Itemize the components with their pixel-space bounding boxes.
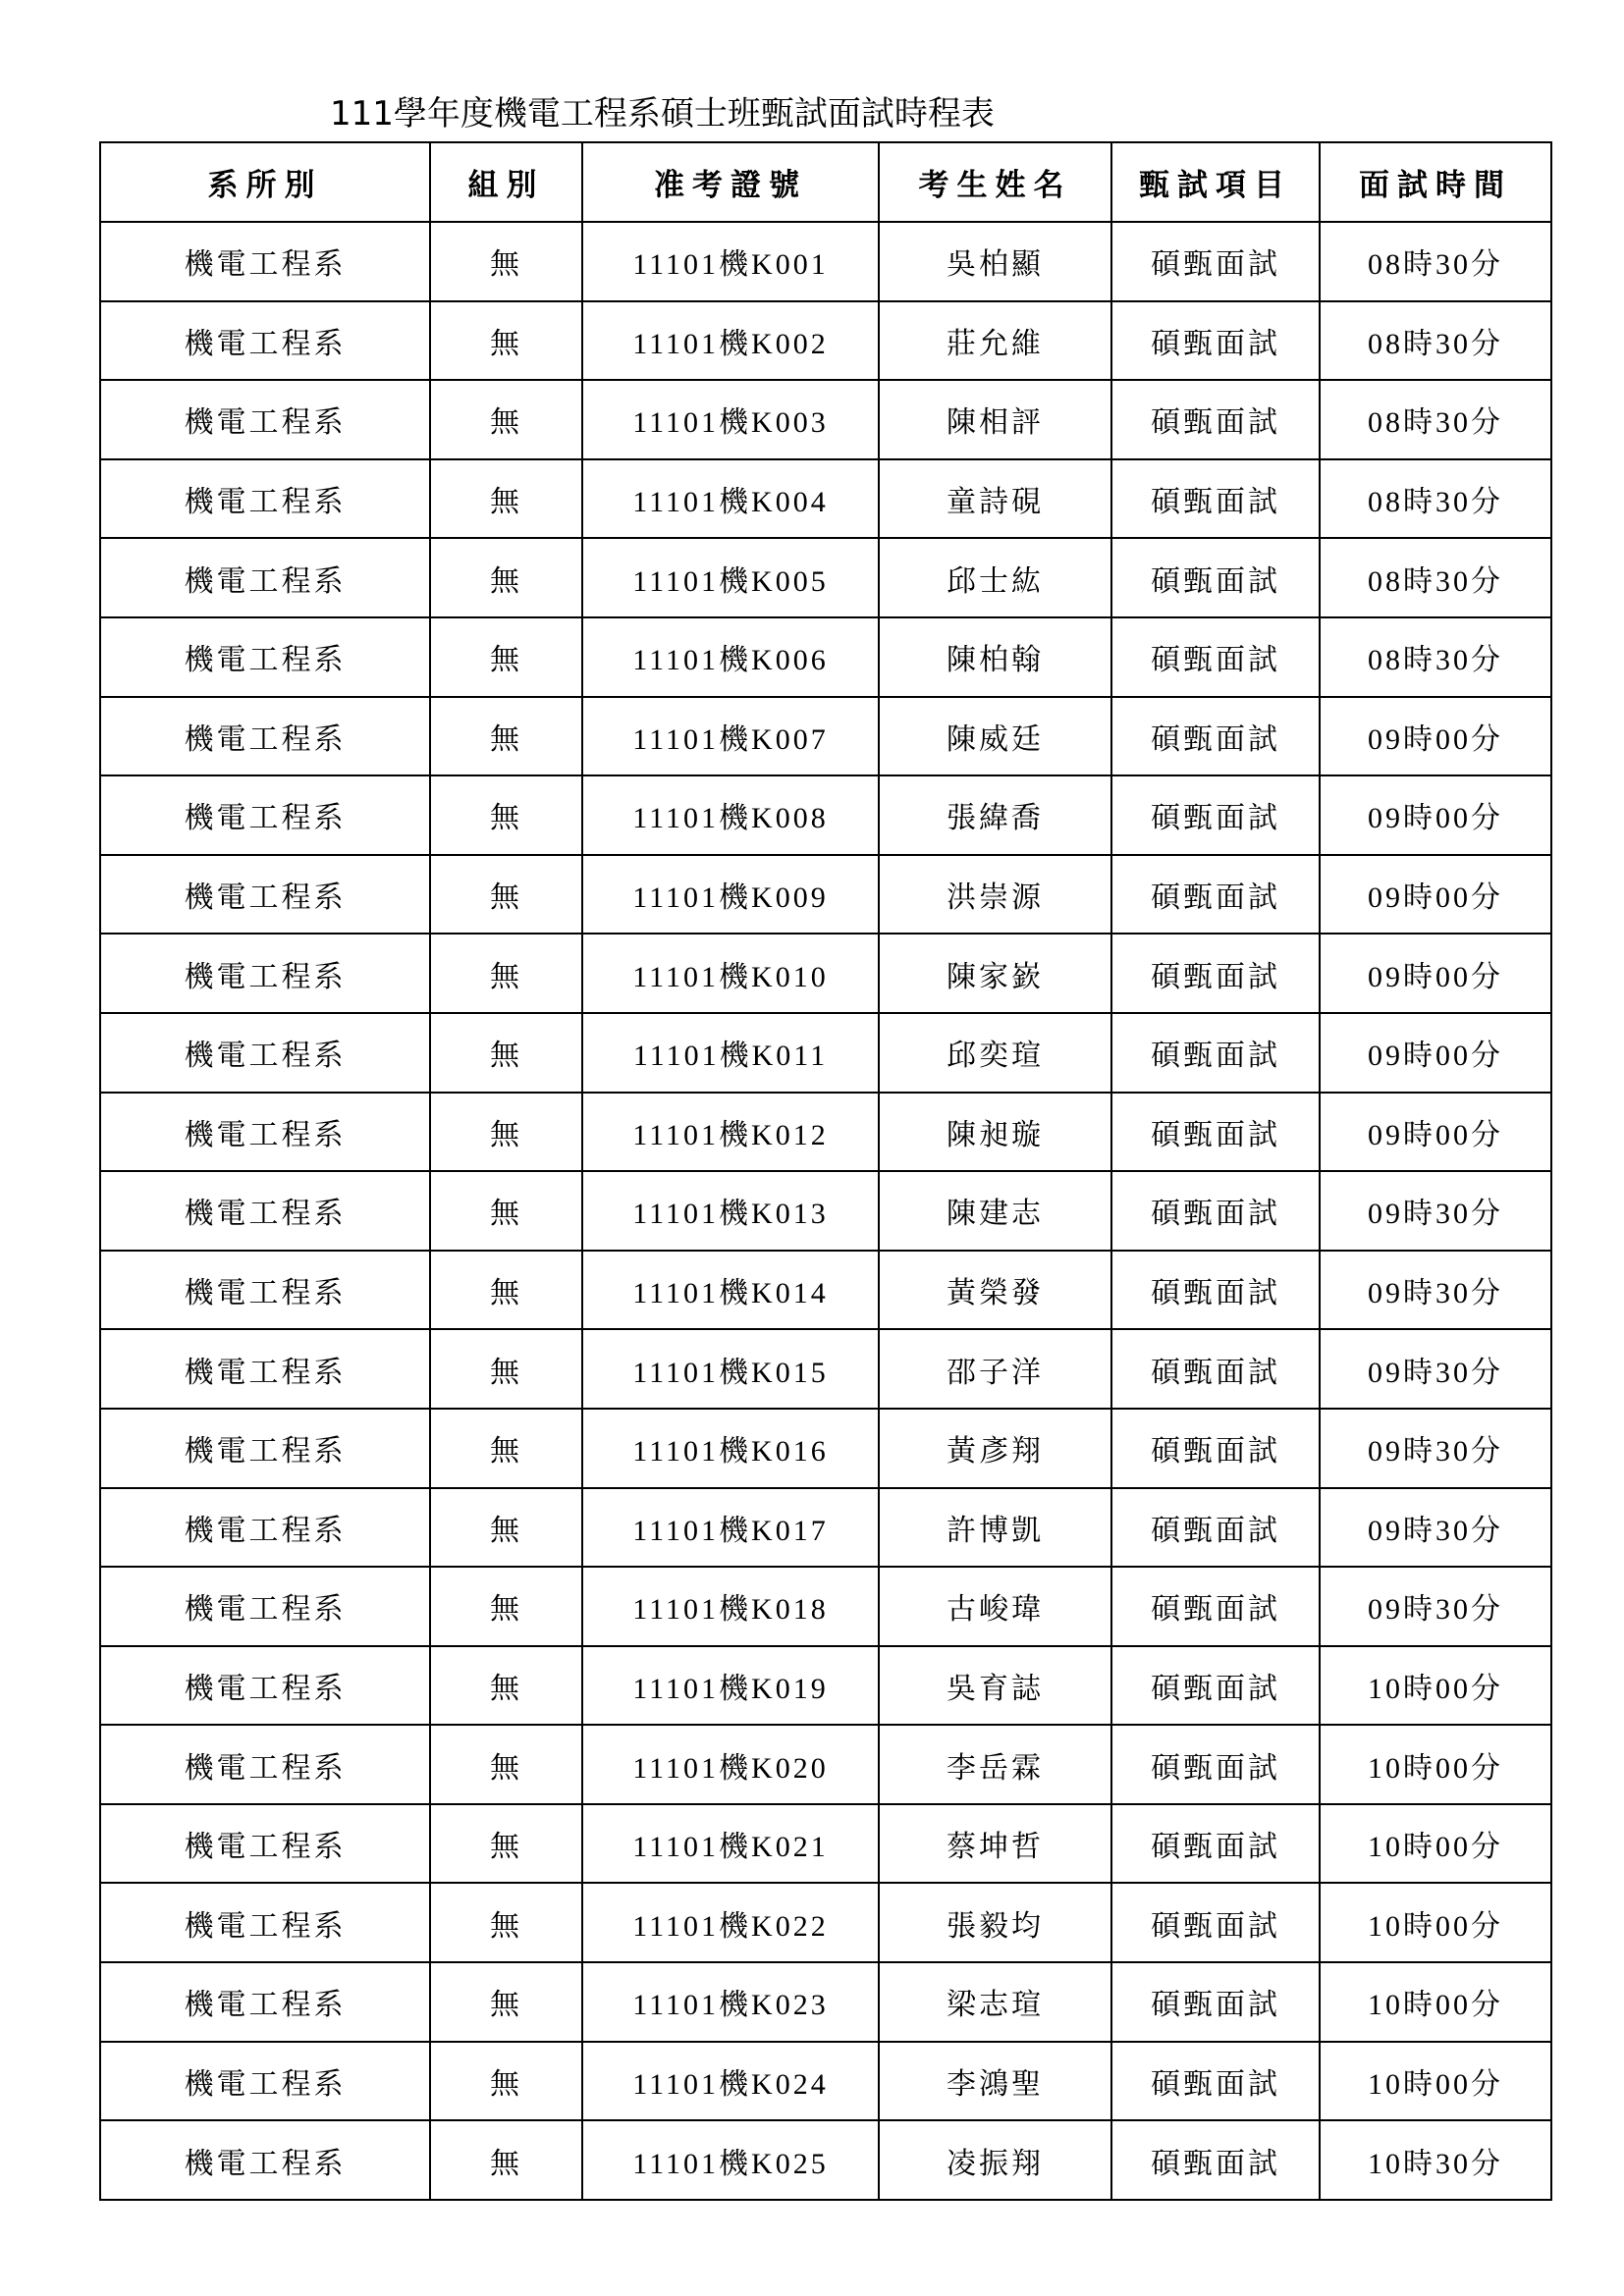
header-exam-id: 准考證號 — [582, 142, 879, 222]
header-dept: 系所別 — [100, 142, 430, 222]
cell-name: 洪崇源 — [879, 855, 1111, 934]
cell-item: 碩甄面試 — [1111, 1962, 1320, 2042]
cell-exam-id: 11101機K013 — [582, 1171, 879, 1251]
cell-group: 無 — [430, 775, 582, 855]
cell-exam-id: 11101機K007 — [582, 697, 879, 776]
cell-exam-id: 11101機K021 — [582, 1804, 879, 1884]
cell-time: 10時00分 — [1320, 1883, 1551, 1962]
cell-dept: 機電工程系 — [100, 301, 430, 381]
table-row — [100, 1329, 1551, 1409]
cell-exam-id: 11101機K004 — [582, 459, 879, 539]
cell-dept: 機電工程系 — [100, 934, 430, 1013]
cell-exam-id: 11101機K014 — [582, 1251, 879, 1330]
cell-group: 無 — [430, 617, 582, 697]
cell-item: 碩甄面試 — [1111, 1171, 1320, 1251]
cell-dept: 機電工程系 — [100, 459, 430, 539]
cell-name: 童詩硯 — [879, 459, 1111, 539]
cell-time: 09時00分 — [1320, 855, 1551, 934]
cell-time: 08時30分 — [1320, 459, 1551, 539]
cell-dept: 機電工程系 — [100, 1409, 430, 1488]
cell-time: 10時00分 — [1320, 1725, 1551, 1804]
header-group: 組別 — [430, 142, 582, 222]
cell-item: 碩甄面試 — [1111, 1329, 1320, 1409]
cell-time: 08時30分 — [1320, 380, 1551, 459]
cell-dept: 機電工程系 — [100, 1804, 430, 1884]
cell-name: 古峻瑋 — [879, 1567, 1111, 1646]
cell-item: 碩甄面試 — [1111, 775, 1320, 855]
cell-time: 09時30分 — [1320, 1567, 1551, 1646]
cell-name: 陳建志 — [879, 1171, 1111, 1251]
cell-name: 莊允維 — [879, 301, 1111, 381]
cell-time: 09時30分 — [1320, 1409, 1551, 1488]
cell-item: 碩甄面試 — [1111, 222, 1320, 301]
table-row — [100, 1725, 1551, 1804]
cell-dept: 機電工程系 — [100, 1646, 430, 1726]
cell-name: 李鴻聖 — [879, 2042, 1111, 2121]
cell-exam-id: 11101機K001 — [582, 222, 879, 301]
cell-name: 許博凱 — [879, 1488, 1111, 1568]
table-row — [100, 380, 1551, 459]
cell-item: 碩甄面試 — [1111, 1093, 1320, 1172]
cell-group: 無 — [430, 2042, 582, 2121]
table-row — [100, 1171, 1551, 1251]
cell-dept: 機電工程系 — [100, 697, 430, 776]
cell-dept: 機電工程系 — [100, 1567, 430, 1646]
table-row — [100, 459, 1551, 539]
schedule-table — [99, 141, 1552, 2201]
cell-item: 碩甄面試 — [1111, 697, 1320, 776]
table-row — [100, 934, 1551, 1013]
cell-exam-id: 11101機K023 — [582, 1962, 879, 2042]
cell-time: 08時30分 — [1320, 538, 1551, 617]
cell-time: 09時00分 — [1320, 697, 1551, 776]
cell-dept: 機電工程系 — [100, 1093, 430, 1172]
cell-dept: 機電工程系 — [100, 1962, 430, 2042]
cell-exam-id: 11101機K022 — [582, 1883, 879, 1962]
cell-name: 蔡坤哲 — [879, 1804, 1111, 1884]
cell-group: 無 — [430, 1725, 582, 1804]
cell-name: 張緯喬 — [879, 775, 1111, 855]
cell-item: 碩甄面試 — [1111, 1567, 1320, 1646]
page-title: 111學年度機電工程系碩士班甄試面試時程表 — [330, 94, 995, 133]
cell-item: 碩甄面試 — [1111, 1883, 1320, 1962]
table-row — [100, 2042, 1551, 2121]
cell-item: 碩甄面試 — [1111, 1804, 1320, 1884]
cell-name: 陳家嶔 — [879, 934, 1111, 1013]
cell-item: 碩甄面試 — [1111, 2120, 1320, 2200]
cell-item: 碩甄面試 — [1111, 1013, 1320, 1093]
cell-group: 無 — [430, 301, 582, 381]
table-row — [100, 1567, 1551, 1646]
cell-name: 邱士紘 — [879, 538, 1111, 617]
cell-dept: 機電工程系 — [100, 1251, 430, 1330]
cell-group: 無 — [430, 459, 582, 539]
cell-name: 邵子洋 — [879, 1329, 1111, 1409]
cell-dept: 機電工程系 — [100, 1171, 430, 1251]
cell-group: 無 — [430, 222, 582, 301]
cell-time: 10時30分 — [1320, 2120, 1551, 2200]
cell-name: 邱奕瑄 — [879, 1013, 1111, 1093]
table-row — [100, 1409, 1551, 1488]
cell-dept: 機電工程系 — [100, 1488, 430, 1568]
table-row — [100, 1488, 1551, 1568]
cell-group: 無 — [430, 1883, 582, 1962]
cell-dept: 機電工程系 — [100, 1883, 430, 1962]
cell-group: 無 — [430, 538, 582, 617]
cell-exam-id: 11101機K012 — [582, 1093, 879, 1172]
table-row — [100, 1962, 1551, 2042]
table-row — [100, 1251, 1551, 1330]
cell-item: 碩甄面試 — [1111, 1646, 1320, 1726]
cell-time: 08時30分 — [1320, 222, 1551, 301]
cell-exam-id: 11101機K005 — [582, 538, 879, 617]
cell-group: 無 — [430, 1488, 582, 1568]
cell-dept: 機電工程系 — [100, 855, 430, 934]
cell-time: 10時00分 — [1320, 1962, 1551, 2042]
cell-item: 碩甄面試 — [1111, 855, 1320, 934]
header-row — [100, 142, 1551, 222]
cell-group: 無 — [430, 1093, 582, 1172]
cell-name: 黃榮發 — [879, 1251, 1111, 1330]
header-item: 甄試項目 — [1111, 142, 1320, 222]
cell-group: 無 — [430, 1409, 582, 1488]
cell-name: 陳相評 — [879, 380, 1111, 459]
cell-exam-id: 11101機K025 — [582, 2120, 879, 2200]
table-body — [100, 222, 1551, 2200]
cell-name: 陳威廷 — [879, 697, 1111, 776]
cell-time: 08時30分 — [1320, 617, 1551, 697]
cell-item: 碩甄面試 — [1111, 1725, 1320, 1804]
cell-time: 09時30分 — [1320, 1171, 1551, 1251]
cell-item: 碩甄面試 — [1111, 1409, 1320, 1488]
cell-time: 09時00分 — [1320, 1013, 1551, 1093]
table-row — [100, 1804, 1551, 1884]
cell-exam-id: 11101機K009 — [582, 855, 879, 934]
cell-time: 09時00分 — [1320, 934, 1551, 1013]
table-row — [100, 1883, 1551, 1962]
cell-dept: 機電工程系 — [100, 1329, 430, 1409]
cell-dept: 機電工程系 — [100, 1725, 430, 1804]
cell-dept: 機電工程系 — [100, 538, 430, 617]
cell-group: 無 — [430, 934, 582, 1013]
cell-name: 吳育誌 — [879, 1646, 1111, 1726]
cell-name: 張毅均 — [879, 1883, 1111, 1962]
cell-group: 無 — [430, 1251, 582, 1330]
cell-dept: 機電工程系 — [100, 380, 430, 459]
cell-dept: 機電工程系 — [100, 2042, 430, 2121]
table-row — [100, 1013, 1551, 1093]
cell-time: 10時00分 — [1320, 2042, 1551, 2121]
cell-item: 碩甄面試 — [1111, 301, 1320, 381]
table-row — [100, 1646, 1551, 1726]
cell-dept: 機電工程系 — [100, 222, 430, 301]
table-row — [100, 2120, 1551, 2200]
cell-time: 09時30分 — [1320, 1488, 1551, 1568]
cell-exam-id: 11101機K019 — [582, 1646, 879, 1726]
cell-exam-id: 11101機K016 — [582, 1409, 879, 1488]
cell-group: 無 — [430, 1804, 582, 1884]
cell-exam-id: 11101機K018 — [582, 1567, 879, 1646]
cell-exam-id: 11101機K017 — [582, 1488, 879, 1568]
cell-name: 陳昶璇 — [879, 1093, 1111, 1172]
table-row — [100, 538, 1551, 617]
table-row — [100, 1093, 1551, 1172]
cell-item: 碩甄面試 — [1111, 1251, 1320, 1330]
cell-item: 碩甄面試 — [1111, 459, 1320, 539]
cell-name: 吳柏顯 — [879, 222, 1111, 301]
cell-group: 無 — [430, 1329, 582, 1409]
cell-time: 09時00分 — [1320, 775, 1551, 855]
cell-name: 梁志瑄 — [879, 1962, 1111, 2042]
cell-group: 無 — [430, 1171, 582, 1251]
cell-group: 無 — [430, 2120, 582, 2200]
cell-group: 無 — [430, 855, 582, 934]
cell-item: 碩甄面試 — [1111, 380, 1320, 459]
cell-item: 碩甄面試 — [1111, 1488, 1320, 1568]
table-row — [100, 855, 1551, 934]
header-time: 面試時間 — [1320, 142, 1551, 222]
cell-exam-id: 11101機K020 — [582, 1725, 879, 1804]
cell-dept: 機電工程系 — [100, 775, 430, 855]
cell-time: 09時30分 — [1320, 1329, 1551, 1409]
cell-group: 無 — [430, 1646, 582, 1726]
cell-item: 碩甄面試 — [1111, 538, 1320, 617]
cell-item: 碩甄面試 — [1111, 934, 1320, 1013]
cell-name: 黃彥翔 — [879, 1409, 1111, 1488]
cell-name: 李岳霖 — [879, 1725, 1111, 1804]
table-row — [100, 301, 1551, 381]
cell-exam-id: 11101機K024 — [582, 2042, 879, 2121]
cell-group: 無 — [430, 380, 582, 459]
cell-dept: 機電工程系 — [100, 617, 430, 697]
cell-exam-id: 11101機K008 — [582, 775, 879, 855]
cell-exam-id: 11101機K010 — [582, 934, 879, 1013]
cell-group: 無 — [430, 1962, 582, 2042]
header-name: 考生姓名 — [879, 142, 1111, 222]
cell-exam-id: 11101機K002 — [582, 301, 879, 381]
cell-item: 碩甄面試 — [1111, 617, 1320, 697]
cell-time: 09時30分 — [1320, 1251, 1551, 1330]
cell-name: 陳柏翰 — [879, 617, 1111, 697]
cell-time: 08時30分 — [1320, 301, 1551, 381]
cell-name: 凌振翔 — [879, 2120, 1111, 2200]
table-row — [100, 775, 1551, 855]
table-row — [100, 697, 1551, 776]
cell-exam-id: 11101機K003 — [582, 380, 879, 459]
cell-item: 碩甄面試 — [1111, 2042, 1320, 2121]
cell-group: 無 — [430, 697, 582, 776]
cell-group: 無 — [430, 1567, 582, 1646]
cell-time: 10時00分 — [1320, 1804, 1551, 1884]
table-row — [100, 222, 1551, 301]
cell-exam-id: 11101機K011 — [582, 1013, 879, 1093]
cell-exam-id: 11101機K006 — [582, 617, 879, 697]
table-row — [100, 617, 1551, 697]
cell-group: 無 — [430, 1013, 582, 1093]
cell-time: 09時00分 — [1320, 1093, 1551, 1172]
cell-time: 10時00分 — [1320, 1646, 1551, 1726]
cell-dept: 機電工程系 — [100, 2120, 430, 2200]
cell-exam-id: 11101機K015 — [582, 1329, 879, 1409]
cell-dept: 機電工程系 — [100, 1013, 430, 1093]
